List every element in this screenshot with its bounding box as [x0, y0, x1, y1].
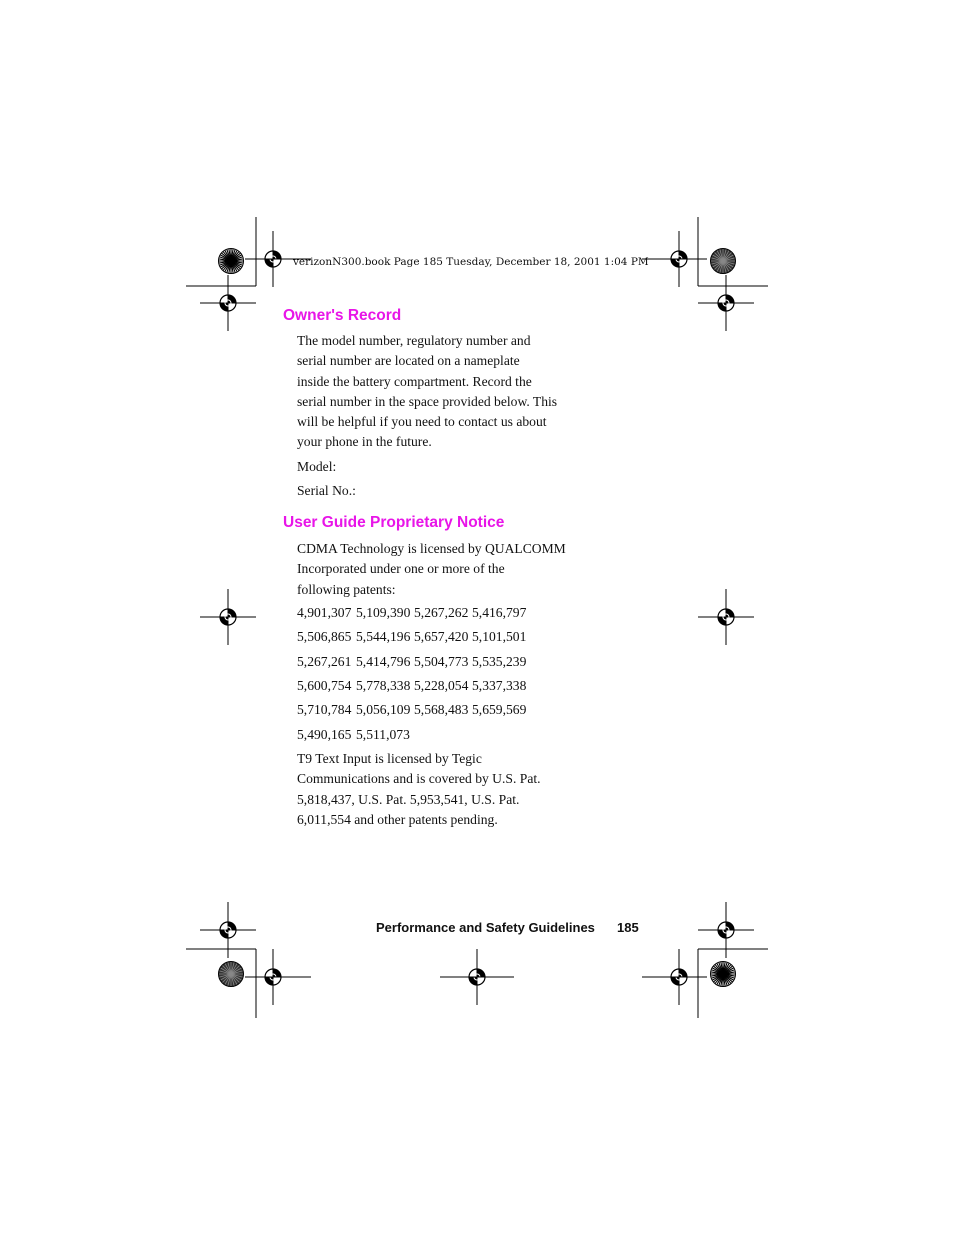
paragraph-line: inside the battery compartment. Record the	[297, 373, 532, 389]
starburst-mark-bottom-right	[711, 962, 736, 987]
patent-number: 5,337,338	[472, 677, 527, 693]
patent-number: 5,056,109	[356, 702, 411, 718]
patent-number: 5,267,261	[297, 653, 352, 669]
paragraph-line: following patents:	[297, 581, 396, 597]
patent-number: 5,600,754	[297, 677, 352, 693]
owners-record-paragraph	[297, 331, 557, 453]
registration-mark	[200, 589, 256, 645]
patent-number: 5,659,569	[472, 702, 527, 718]
patent-number: 5,544,196	[356, 629, 411, 645]
registration-mark	[200, 902, 256, 958]
patent-number: 5,657,420	[414, 629, 469, 645]
patent-number: 5,414,796	[356, 653, 411, 669]
patent-number: 5,568,483	[414, 702, 469, 718]
paragraph-line: 5,818,437, U.S. Pat. 5,953,541, U.S. Pat.	[297, 791, 520, 807]
paragraph-line: serial number are located on a nameplate	[297, 353, 520, 369]
patent-number: 5,511,073	[356, 726, 410, 742]
paragraph-line: your phone in the future.	[297, 434, 432, 450]
patent-number: 5,101,501	[472, 629, 527, 645]
patent-number: 4,901,307	[297, 605, 352, 620]
page-number: 185	[617, 920, 639, 935]
paragraph-line: Incorporated under one or more of the	[297, 561, 505, 577]
patent-number: 5,228,054	[414, 677, 469, 693]
starburst-mark-bottom-left	[219, 962, 244, 987]
cdma-license-paragraph	[297, 539, 566, 600]
patent-number: 5,267,262	[414, 605, 469, 620]
paragraph-line: CDMA Technology is licensed by QUALCOMM	[297, 541, 566, 556]
paragraph-line: will be helpful if you need to contact us about	[297, 414, 547, 430]
registration-mark	[698, 589, 754, 645]
registration-mark	[200, 275, 256, 331]
paragraph-line: serial number in the space provided below. This	[297, 393, 558, 409]
paragraph-line: Communications and is covered by U.S. Pat.	[297, 771, 541, 787]
serial-number-label: Serial No.:	[297, 483, 356, 498]
paragraph-line: 6,011,554 and other patents pending.	[297, 811, 498, 827]
patent-number: 5,504,773	[414, 653, 469, 669]
patent-number: 5,535,239	[472, 653, 527, 669]
footer-section-title: Performance and Safety Guidelines	[376, 920, 595, 935]
patent-number: 5,710,784	[297, 702, 352, 718]
registration-mark	[698, 902, 754, 958]
starburst-mark-top-right	[711, 249, 736, 274]
patent-number: 5,416,797	[472, 605, 527, 620]
patent-number: 5,506,865	[297, 629, 352, 645]
registration-mark	[698, 275, 754, 331]
proprietary-notice-heading: User Guide Proprietary Notice	[283, 514, 505, 531]
patent-number: 5,490,165	[297, 726, 352, 742]
t9-license-paragraph	[297, 749, 541, 830]
owners-record-heading: Owner's Record	[283, 307, 402, 324]
patent-number: 5,109,390	[356, 605, 411, 620]
paragraph-line: T9 Text Input is licensed by Tegic	[297, 751, 482, 766]
model-label: Model:	[297, 459, 337, 474]
patent-number: 5,778,338	[356, 677, 411, 693]
starburst-mark-top-left	[219, 249, 244, 274]
print-slug: verizonN300.book Page 185 Tuesday, December 18, 2001 1:04 PM	[293, 256, 649, 268]
paragraph-line: The model number, regulatory number and	[297, 333, 531, 348]
